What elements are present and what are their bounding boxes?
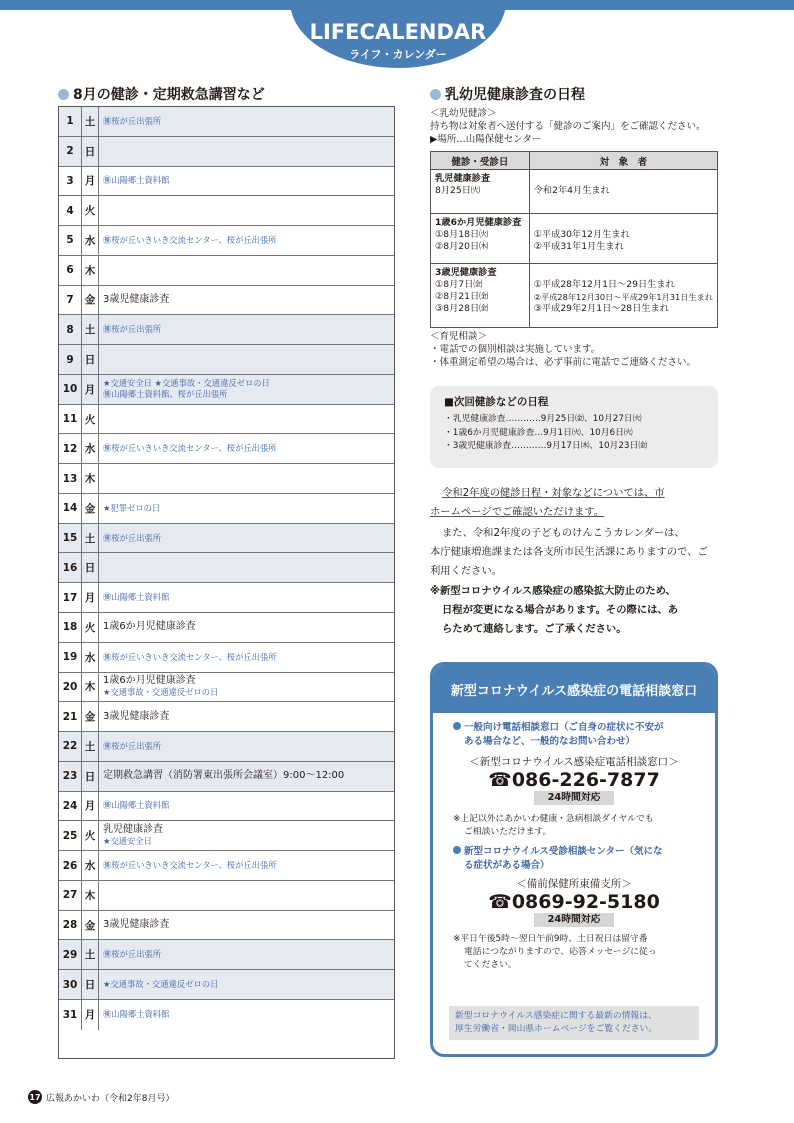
calendar-weekday: 水 [82,851,99,880]
cell-text: 乳児健康診査 [435,173,491,184]
calendar-row [59,524,394,554]
calendar-row [59,821,394,851]
calendar-date: 8 [59,315,82,344]
calendar-row [59,464,394,494]
calendar-row [59,494,394,524]
phone-2[interactable]: ☎0869-92-5180 [488,891,660,913]
calendar-weekday: 水 [82,643,99,672]
calendar-date: 3 [59,167,82,196]
calendar-event: ㊝山陽郷土資料館 [103,1009,170,1020]
footer-text: 広報あかいわ（令和2年8月号） [46,1093,175,1104]
note-2 [433,933,715,972]
calendar-weekday: 日 [82,762,99,791]
calendar-title [58,84,265,104]
intro-line: ＜乳幼児健診＞ [430,108,497,119]
para-line: また、令和2年度の子どものけんこうカレンダーは、 [442,527,685,539]
calendar-event: ★犯罪ゼロの日 [103,502,161,513]
calendar-weekday: 月 [82,375,99,404]
calendar-weekday: 火 [82,613,99,642]
calendar-weekday: 火 [82,196,99,225]
calendar-events [99,405,394,434]
calendar-row [59,405,394,435]
calendar-row [59,732,394,762]
cell-text: ①8月18日㈫ [435,229,489,240]
calendar-weekday: 月 [82,1000,99,1030]
calendar-date: 16 [59,553,82,582]
notice-line: ※新型コロナウイルス感染症の感染拡大防止のため、 [430,585,676,597]
calendar-row [59,792,394,822]
consult-block [430,330,696,369]
calendar-event: ㊝桜が丘出張所 [103,324,162,335]
calendar-date: 20 [59,673,82,702]
hours-badge-2: 24時間対応 [534,913,614,927]
bullet-dot-icon [58,89,69,100]
calendar-row [59,137,394,167]
calendar-weekday: 月 [82,583,99,612]
cell-text: 3歳児健康診査 [435,267,497,278]
calendar-date: 15 [59,524,82,553]
calendar-events [99,226,394,255]
calendar-weekday: 金 [82,911,99,940]
info-paragraph-2 [430,524,718,581]
cell-text [534,217,713,229]
calendar-event: ★交通事故・交通違反ゼロの日 [103,979,219,990]
calendar-row [59,226,394,256]
calendar-event: 定期救急講習（消防署東出張所会議室）9:00～12:00 [103,770,345,782]
calendar-events [99,464,394,493]
calendar-events [99,1000,394,1030]
calendar-event: ㊝山陽郷土資料館 [103,592,170,603]
org-2: ＜備前保健所東備支所＞ [516,878,632,890]
cell-text: 令和2年4月生まれ [533,185,610,196]
sub-line: る症状がある場合） [464,860,550,871]
calendar-date: 12 [59,434,82,463]
phone-1[interactable]: ☎086-226-7877 [488,769,660,791]
calendar-weekday: 土 [82,315,99,344]
calendar-events [99,702,394,731]
bullet-dot-icon [453,846,461,854]
col-header: 対 象 者 [529,152,717,170]
cell-text: ①平成30年12月生まれ [533,229,630,240]
calendar-date: 26 [59,851,82,880]
calendar-weekday: 土 [82,940,99,969]
col-header: 健診・受診日 [431,152,530,170]
calendar-event: ★交通事故・交通違反ゼロの日 [103,687,219,698]
calendar-events [99,583,394,612]
calendar-events [99,613,394,642]
calendar-date: 10 [59,375,82,404]
para-line: ホームページでご確認いただけます。 [430,506,605,518]
covid-box [430,662,718,1057]
calendar-weekday: 日 [82,553,99,582]
calendar-row [59,613,394,643]
calendar-events [99,762,394,791]
calendar-date: 13 [59,464,82,493]
calendar-date: 31 [59,1000,82,1030]
center-consult-heading [433,845,715,873]
calendar-event: ★交通安全日 [103,836,152,847]
calendar-date: 2 [59,137,82,166]
calendar-weekday: 水 [82,226,99,255]
calendar-events [99,732,394,761]
hours-badge-1: 24時間対応 [534,791,614,805]
cell-text: ②8月20日㈭ [435,241,489,252]
schedule-title-text: 乳幼児健康診査の日程 [445,87,585,103]
calendar-event: ★交通安全日 ★交通事故・交通違反ゼロの日 [103,378,270,389]
table-row [431,264,718,328]
calendar-weekday: 金 [82,286,99,315]
general-consult-heading [433,721,715,749]
calendar-weekday: 木 [82,673,99,702]
notice-line: 日程が変更になる場合があります。その際には、あ [442,604,679,616]
calendar-weekday: 土 [82,524,99,553]
table-row [431,170,718,214]
calendar-row [59,762,394,792]
page-number: 17 [28,1090,42,1104]
calendar-date: 9 [59,345,82,374]
calendar-events [99,643,394,672]
calendar-row [59,256,394,286]
cell-text [534,267,713,279]
calendar-row [59,167,394,197]
calendar-date: 25 [59,821,82,850]
calendar-events [99,851,394,880]
sub-line: 新型コロナウイルス受診相談センター（気にな [464,846,663,857]
calendar-date: 21 [59,702,82,731]
calendar-date: 23 [59,762,82,791]
calendar-weekday: 日 [82,137,99,166]
header-title: LIFECALENDAR [309,20,487,44]
calendar-row [59,970,394,1000]
calendar-date: 27 [59,881,82,910]
note-1 [433,813,715,839]
consult-line: ・体重測定希望の場合は、必ず事前に電話でご連絡ください。 [430,357,697,368]
calendar-weekday: 火 [82,405,99,434]
calendar-event: ㊝桜が丘いきいき交流センター、桜が丘出張所 [103,443,277,454]
calendar-weekday: 木 [82,256,99,285]
cell-text [534,173,713,185]
covid-title: 新型コロナウイルス感染症の電話相談窓口 [433,665,715,713]
calendar-events [99,911,394,940]
calendar-date: 1 [59,107,82,136]
calendar-events [99,434,394,463]
foot-line: 厚生労働省・岡山県ホームページをご覧ください。 [455,1024,658,1034]
cell-text: 1歳6か月児健康診査 [435,217,522,228]
next-checkup-item: ・乳児健康診査…………9月25日㈮、10月27日㈫ [444,414,642,424]
calendar-events [99,940,394,969]
intro-line: ▶場所…山陽保健センター [430,134,542,145]
calendar-weekday: 金 [82,702,99,731]
note-line: ※上記以外にあかいわ健康・急病相談ダイヤルでも [453,814,654,824]
calendar-events [99,375,394,404]
org-1: ＜新型コロナウイルス感染症電話相談窓口＞ [469,756,679,768]
calendar-events [99,286,394,315]
cell-text: ③平成29年2月1日～28日生まれ [533,303,669,314]
calendar-row [59,911,394,941]
notice [430,582,722,639]
calendar-event: ㊝桜が丘いきいき交流センター、桜が丘出張所 [103,860,277,871]
calendar-row [59,196,394,226]
schedule-title [430,84,585,104]
calendar-weekday: 月 [82,792,99,821]
calendar-row [59,940,394,970]
calendar-events [99,970,394,999]
calendar-events [99,256,394,285]
calendar-event: ㊝桜が丘いきいき交流センター、桜が丘出張所 [103,234,277,245]
consult-line: ＜育児相談＞ [430,331,488,342]
calendar-weekday: 月 [82,167,99,196]
calendar-date: 30 [59,970,82,999]
calendar-weekday: 土 [82,732,99,761]
calendar-table [58,106,395,1059]
calendar-event: 3歳児健康診査 [103,710,170,722]
calendar-date: 14 [59,494,82,523]
calendar-row [59,553,394,583]
calendar-weekday: 日 [82,970,99,999]
note-line: ※平日午後5時～翌日午前9時、土日祝日は留守番 [453,934,648,944]
calendar-events [99,524,394,553]
calendar-weekday: 火 [82,821,99,850]
cell-text: 8月25日㈫ [435,185,481,196]
calendar-date: 17 [59,583,82,612]
calendar-row [59,375,394,405]
calendar-weekday: 金 [82,494,99,523]
calendar-date: 22 [59,732,82,761]
calendar-row [59,434,394,464]
calendar-row [59,881,394,911]
calendar-event: ㊝桜が丘いきいき交流センター、桜が丘出張所 [103,651,277,662]
calendar-event: 1歳6か月児健康診査 [103,675,196,687]
next-checkup-title: ■次回健診などの日程 [444,396,549,408]
calendar-weekday: 水 [82,434,99,463]
consult-line: ・電話での個別相談は実施しています。 [430,344,601,355]
para-line: 本庁健康増進課または各支所市民生活課にありますので、ご利用ください。 [430,546,708,577]
calendar-event: 1歳6か月児健康診査 [103,621,196,633]
calendar-events [99,167,394,196]
cell-text: ①平成28年12月1日～29日生まれ [533,279,675,290]
calendar-events [99,553,394,582]
sub-line: ある場合など、一般的なお問い合わせ） [464,736,636,747]
calendar-event: 3歳児健康診査 [103,919,170,931]
calendar-weekday: 日 [82,345,99,374]
calendar-events [99,673,394,702]
cell-text: ②8月21日㈮ [435,291,489,302]
next-checkup-box [430,386,718,468]
sub-line: 一般向け電話相談窓口（ご自身の症状に不安が [464,722,664,733]
calendar-weekday: 木 [82,881,99,910]
calendar-date: 28 [59,911,82,940]
calendar-date: 6 [59,256,82,285]
calendar-date: 5 [59,226,82,255]
schedule-table [430,151,718,328]
bullet-dot-icon [453,722,461,730]
calendar-row [59,1000,394,1030]
calendar-date: 29 [59,940,82,969]
next-checkup-item: ・3歳児健康診査…………9月17日㈭、10月23日㈮ [444,441,648,451]
calendar-events [99,881,394,910]
page-footer [28,1090,174,1104]
calendar-event: ㊝山陽郷土資料館 [103,175,170,186]
intro-line: 持ち物は対象者へ送付する「健診のご案内」をご確認ください。 [430,121,706,132]
calendar-events [99,792,394,821]
calendar-events [99,137,394,166]
notice-line: らためて連絡します。ご了承ください。 [442,623,627,635]
calendar-event: 3歳児健康診査 [103,293,170,305]
calendar-weekday: 土 [82,107,99,136]
bullet-dot-icon [430,89,441,100]
calendar-row [59,702,394,732]
calendar-title-text: 8月の健診・定期救急講習など [73,87,265,103]
calendar-events [99,315,394,344]
calendar-event: ㊝山陽郷土資料館、桜が丘出張所 [103,389,228,400]
foot-line: 新型コロナウイルス感染症に関する最新の情報は、 [455,1011,657,1021]
calendar-date: 4 [59,196,82,225]
calendar-event: 乳児健康診査 [103,824,163,836]
calendar-row [59,345,394,375]
next-checkup-item: ・1歳6か月児健康診査…9月1日㈫、10月6日㈫ [444,427,633,438]
cell-text: ①8月7日㈮ [435,279,483,290]
calendar-row [59,315,394,345]
calendar-date: 18 [59,613,82,642]
calendar-events [99,196,394,225]
cell-text: ②平成31年1月生まれ [533,241,624,252]
table-row [431,214,718,264]
calendar-event: ㊝桜が丘出張所 [103,949,162,960]
calendar-event: ㊝桜が丘出張所 [103,532,162,543]
calendar-events [99,345,394,374]
calendar-events [99,494,394,523]
calendar-events [99,821,394,850]
schedule-intro [430,107,706,146]
header-subtitle: ライフ・カレンダー [349,48,447,61]
calendar-event: ㊝桜が丘出張所 [103,740,162,751]
note-line: 電話につながりますので、応答メッセージに従っ [464,947,657,957]
note-line: ご相談いただけます。 [464,827,552,837]
calendar-events [99,107,394,136]
calendar-row [59,643,394,673]
calendar-row [59,286,394,316]
calendar-row [59,107,394,137]
calendar-row [59,673,394,703]
calendar-date: 24 [59,792,82,821]
info-paragraph-1 [430,484,718,522]
calendar-row [59,583,394,613]
cell-text: ②平成28年12月30日～平成29年1月31日生まれ [533,292,713,302]
calendar-event: ㊝山陽郷土資料館 [103,800,170,811]
para-line: 令和2年度の健診日程・対象などについては、市 [442,487,665,499]
covid-footer [449,1006,699,1040]
calendar-date: 11 [59,405,82,434]
calendar-date: 7 [59,286,82,315]
note-line: てください。 [464,960,517,970]
cell-text: ③8月28日㈮ [435,303,489,314]
calendar-date: 19 [59,643,82,672]
calendar-weekday: 木 [82,464,99,493]
calendar-row [59,851,394,881]
calendar-event: ㊝桜が丘出張所 [103,115,162,126]
